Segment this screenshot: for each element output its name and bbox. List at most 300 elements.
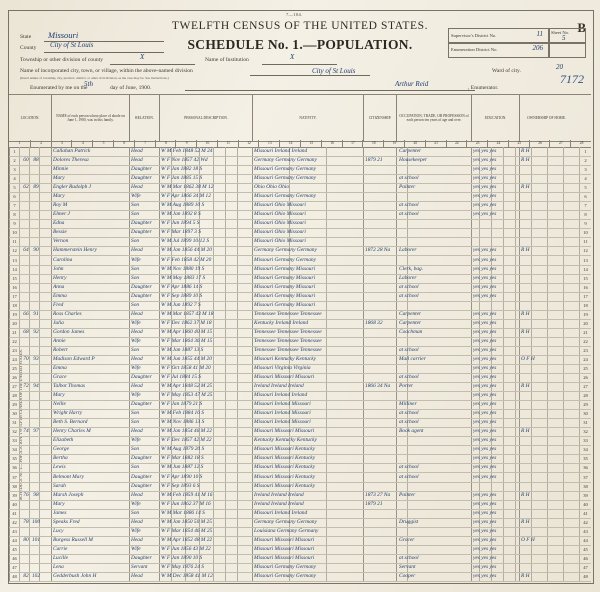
- cell-relation: Head: [131, 536, 143, 543]
- row-number: 38: [12, 483, 17, 489]
- row-number: 7: [13, 203, 16, 209]
- column-group-header: EDUCATION.: [471, 95, 519, 141]
- cell-relation: Wife: [131, 500, 141, 507]
- cell-nativity: Missouri Germany Missouri: [254, 265, 316, 272]
- cell-personal-description: W F Jan 1879 21 S: [161, 401, 203, 408]
- cell-personal-description: W M Nov 1886 13 S: [161, 419, 205, 426]
- cell-relation: Son: [131, 509, 140, 516]
- cell-occupation: Book agent: [399, 428, 424, 435]
- cell-personal-description: W M Jan 1856 44 M 20: [161, 247, 212, 254]
- cell-home-ownership: R H: [521, 148, 530, 154]
- cell-education: yes yes yes: [473, 175, 497, 182]
- row-number-right: 23: [583, 347, 588, 353]
- column-number: 2: [30, 140, 52, 147]
- cell-relation: Wife: [131, 319, 141, 326]
- cell-relation: Son: [131, 419, 140, 426]
- cell-education: yes yes yes: [473, 437, 497, 444]
- township-rule: [110, 64, 195, 65]
- cell-personal-description: W M Jun 1887 12 S: [161, 464, 204, 471]
- cell-occupation: Laborer: [399, 247, 417, 254]
- cell-education: yes yes yes: [473, 509, 497, 516]
- cell-home-ownership: R H: [521, 491, 530, 498]
- cell-relation: Wife: [131, 337, 141, 344]
- row-number-right: 37: [583, 474, 588, 480]
- row-number-right: 33: [583, 438, 588, 444]
- column-number: 1: [18, 141, 21, 145]
- supervisor-district-value: 11: [536, 30, 543, 38]
- cell-relation: Head: [131, 310, 143, 317]
- cell-occupation: at school: [399, 473, 419, 480]
- cell-nativity: Missouri Germany Germany: [254, 166, 316, 173]
- cell-nativity: Missouri Ohio Missouri: [254, 202, 306, 209]
- cell-nativity: Tennessee Tennessee Tennessee: [254, 328, 322, 335]
- cell-education: yes yes yes: [473, 545, 497, 552]
- form-number: 7—104.: [286, 12, 303, 17]
- incorporated-place-label: Name of incorporated city, town, or village, within the above-named division: [20, 68, 193, 74]
- column-number: 15: [300, 140, 322, 147]
- cell-name: Bessie: [53, 229, 67, 236]
- column-number: 23: [466, 140, 488, 147]
- cell-house-number: 62: [23, 184, 29, 191]
- cell-relation: Head: [131, 157, 143, 164]
- cell-nativity: Ohio Ohio Ohio: [254, 184, 290, 191]
- cell-nativity: Ireland Ireland Ireland: [254, 491, 304, 498]
- cell-personal-description: W F Jan 1890 10 S: [161, 554, 203, 561]
- cell-relation: Wife: [131, 545, 141, 552]
- row-number-right: 14: [583, 266, 588, 272]
- cell-name: Ross Charles: [53, 310, 82, 317]
- state-value: Missouri: [48, 30, 79, 40]
- cell-name: Annie: [53, 337, 66, 344]
- cell-relation: Head: [131, 383, 143, 390]
- cell-family-number: 89: [33, 184, 39, 191]
- cell-relation: Son: [131, 301, 140, 308]
- row-number-right: 26: [583, 375, 588, 381]
- cell-name: Nellie: [53, 401, 66, 408]
- row-number: 46: [12, 555, 17, 561]
- cell-family-number: 91: [33, 310, 39, 317]
- cell-education: yes yes yes: [473, 392, 497, 399]
- county-value: City of St Louis: [50, 41, 94, 49]
- cell-education: yes yes yes: [473, 536, 497, 543]
- cell-education: yes yes yes: [473, 518, 497, 525]
- cell-family-number: 97: [33, 428, 39, 435]
- cell-relation: Daughter: [131, 401, 152, 408]
- column-group-header: NATIVITY.: [252, 95, 363, 141]
- cell-education: yes yes yes: [473, 202, 497, 209]
- cell-occupation: Clerk, bag.: [399, 265, 424, 272]
- table-header-band: [9, 94, 591, 142]
- cell-education: yes yes yes: [473, 319, 497, 326]
- cell-education: yes yes yes: [473, 410, 497, 417]
- cell-education: yes yes yes: [473, 374, 497, 381]
- cell-nativity: Missouri Germany Missouri: [254, 274, 316, 281]
- cell-name: Julia: [53, 319, 64, 326]
- row-number-right: 34: [583, 447, 588, 453]
- row-number: 11: [12, 239, 17, 245]
- township-value: X: [140, 53, 145, 61]
- cell-name: Lucy: [53, 527, 64, 534]
- cell-family-number: 94: [33, 383, 39, 390]
- cell-nativity: Louisiana Germany Germany: [254, 527, 319, 534]
- cell-nativity: Missouri Germany Germany: [254, 563, 316, 570]
- cell-house-number: 64: [23, 247, 29, 254]
- row-number: 29: [12, 402, 17, 408]
- cell-education: yes yes yes: [473, 383, 497, 390]
- cell-house-number: 82: [23, 572, 29, 579]
- cell-house-number: 74: [23, 428, 29, 435]
- cell-nativity: Missouri Missouri Kentucky: [254, 446, 316, 453]
- row-number: 16: [12, 284, 17, 290]
- cell-occupation: Carpenter: [399, 148, 422, 154]
- cell-occupation: at school: [399, 410, 419, 417]
- cell-relation: Wife: [131, 193, 141, 200]
- enumerator-rule: [185, 90, 475, 91]
- cell-relation: Son: [131, 211, 140, 218]
- cell-name: Henry Charles M: [53, 428, 91, 435]
- cell-education: yes yes yes: [473, 554, 497, 561]
- column-number: 28: [570, 140, 592, 147]
- row-number: 37: [12, 474, 17, 480]
- row-number-right: 7: [584, 203, 587, 209]
- row-number-right: 32: [583, 429, 588, 435]
- cell-education: yes yes yes: [473, 211, 497, 218]
- cell-personal-description: W F Jun 1856 43 M 22: [161, 545, 211, 552]
- cell-occupation: at school: [399, 283, 419, 290]
- cell-nativity: Missouri Germany Germany: [254, 193, 316, 200]
- cell-personal-description: W M May 1883 17 S: [161, 274, 206, 281]
- cell-relation: Daughter: [131, 220, 152, 227]
- cell-name: Elmer J: [53, 211, 70, 218]
- institution-value: X: [290, 53, 295, 61]
- row-number-right: 8: [584, 212, 587, 218]
- cell-relation: Daughter: [131, 554, 152, 561]
- cell-education: yes yes yes: [473, 446, 497, 453]
- cell-education: yes yes yes: [473, 157, 497, 164]
- cell-name: Mary: [53, 175, 65, 182]
- cell-name: Grace: [53, 374, 67, 381]
- cell-education: yes yes yes: [473, 572, 497, 579]
- cell-house-number: 70: [23, 355, 29, 362]
- cell-nativity: Ireland Ireland Ireland: [254, 500, 304, 507]
- cell-nativity: Missouri Germany Germany: [254, 175, 316, 182]
- row-number-right: 44: [583, 537, 588, 543]
- column-number: 19: [383, 140, 405, 147]
- cell-family-number: 98: [33, 491, 39, 498]
- row-number-right: 42: [583, 519, 588, 525]
- enumeration-district-value: 206: [532, 44, 543, 52]
- document-title-line1: TWELFTH CENSUS OF THE UNITED STATES.: [171, 20, 429, 32]
- cell-home-ownership: O F H: [521, 536, 535, 543]
- cell-nativity: Tennessee Tennessee Tennessee: [254, 310, 322, 317]
- cell-relation: Daughter: [131, 374, 152, 381]
- column-number: 12: [238, 140, 260, 147]
- column-number: 22: [446, 140, 468, 147]
- cell-family-number: 101: [31, 536, 41, 543]
- cell-nativity: Missouri Missouri Missouri: [254, 536, 315, 543]
- cell-personal-description: W M Apr 1852 48 M 22: [161, 536, 213, 543]
- cell-personal-description: W M Mar 1857 43 M 18: [161, 310, 214, 317]
- row-number-right: 27: [583, 384, 588, 390]
- document-title-line2: SCHEDULE No. 1.—POPULATION.: [187, 37, 413, 52]
- cell-name: Edna: [53, 220, 65, 227]
- cell-personal-description: W F Jan 1882 18 S: [161, 166, 203, 173]
- cell-education: yes yes yes: [473, 256, 497, 263]
- cell-relation: Son: [131, 446, 140, 453]
- column-number: 14: [279, 140, 301, 147]
- cell-relation: Son: [131, 464, 140, 471]
- cell-occupation: Coachman: [399, 328, 423, 335]
- cell-personal-description: W F May 1876 24 S: [161, 563, 204, 570]
- cell-citizenship: 1873 27 Na: [365, 491, 391, 498]
- cell-education: yes yes yes: [473, 401, 497, 408]
- row-number-right: 45: [583, 546, 588, 552]
- cell-house-number: 72: [23, 383, 29, 390]
- cell-name: Lewis: [53, 464, 66, 471]
- row-number-right: 17: [583, 293, 588, 299]
- cell-name: James: [53, 509, 67, 516]
- cell-name: Callahan Patrick: [53, 148, 91, 154]
- row-number: 39: [12, 492, 17, 498]
- cell-personal-description: W M Jul 1899 10/12 S: [161, 238, 210, 245]
- cell-education: yes yes yes: [473, 473, 497, 480]
- enumerated-rest: day of June, 1900.: [110, 85, 152, 91]
- cell-education: yes yes yes: [473, 365, 497, 371]
- cell-personal-description: W F Nov 1857 42 Wd: [161, 157, 208, 164]
- enumerated-label: Enumerated by me on the: [30, 85, 88, 91]
- cell-occupation: Cooper: [399, 572, 416, 579]
- cell-education: yes yes yes: [473, 148, 497, 154]
- cell-personal-description: W F Jun 1862 37 M 16: [161, 500, 211, 507]
- row-number-right: 16: [583, 284, 588, 290]
- page-letter: B: [577, 20, 586, 35]
- cell-relation: Head: [131, 572, 143, 579]
- cell-education: yes yes yes: [473, 428, 497, 435]
- column-group-header: RELATION.: [129, 95, 159, 141]
- row-number: 17: [12, 293, 17, 299]
- cell-home-ownership: O F H: [521, 355, 535, 362]
- cell-name: Vernon: [53, 238, 69, 245]
- cell-occupation: Grocer: [399, 536, 415, 543]
- column-number: 25: [508, 140, 530, 147]
- cell-home-ownership: R H: [521, 184, 530, 191]
- column-group-header: CITIZENSHIP.: [363, 95, 396, 141]
- cell-personal-description: W F Mar 1882 18 S: [161, 455, 204, 462]
- cell-relation: Head: [131, 355, 143, 362]
- institution-rule: [262, 64, 337, 65]
- cell-family-number: 90: [33, 247, 39, 254]
- cell-nativity: Missouri Ireland Ireland: [254, 509, 308, 516]
- cell-name: Henry: [53, 274, 67, 281]
- cell-name: Beth S. Bernard: [53, 419, 88, 426]
- cell-nativity: Germany Germany Germany: [254, 247, 317, 254]
- enumerator-signature: Arthur Reid: [395, 80, 429, 88]
- column-number: 13: [258, 140, 280, 147]
- cell-house-number: 66: [23, 310, 29, 317]
- cell-name: Mary: [53, 500, 65, 507]
- row-number: 26: [12, 375, 17, 381]
- cell-home-ownership: R H: [521, 328, 530, 335]
- cell-education: yes yes yes: [473, 265, 497, 272]
- cell-occupation: Milliner: [399, 401, 417, 408]
- cell-education: yes yes yes: [473, 166, 497, 173]
- cell-home-ownership: R H: [521, 428, 530, 435]
- page-number-handwritten: 7172: [560, 72, 584, 86]
- cell-occupation: Servant: [399, 563, 416, 570]
- cell-name: Fred: [53, 301, 64, 308]
- table-row[interactable]: [9, 572, 591, 582]
- cell-personal-description: W F Dec 1857 42 M 22: [161, 437, 212, 444]
- cell-relation: Wife: [131, 392, 141, 399]
- row-number: 1: [13, 149, 16, 154]
- column-number: 10: [196, 140, 218, 147]
- cell-name: Emma: [53, 292, 67, 299]
- cell-name: Talbot Thomas: [53, 383, 86, 390]
- cell-education: yes yes yes: [473, 527, 497, 534]
- row-number-right: 13: [583, 257, 588, 263]
- cell-home-ownership: R H: [521, 518, 530, 525]
- ward-value: 20: [556, 63, 563, 71]
- cell-education: yes yes yes: [473, 563, 497, 570]
- cell-education: yes yes yes: [473, 292, 497, 299]
- cell-relation: Son: [131, 274, 140, 281]
- cell-nativity: Missouri Germany Germany: [254, 572, 316, 579]
- cell-personal-description: W M Jun 1855 44 M 20: [161, 355, 212, 362]
- cell-name: Carolina: [53, 256, 73, 263]
- cell-nativity: Missouri Missouri Kentucky: [254, 473, 316, 480]
- cell-occupation: Carpenter: [399, 310, 422, 317]
- column-number: 9: [175, 140, 197, 147]
- cell-nativity: Missouri Ohio Missouri: [254, 220, 306, 227]
- cell-family-number: 102: [31, 572, 41, 579]
- cell-occupation: at school: [399, 292, 419, 299]
- row-number: 48: [12, 573, 17, 579]
- cell-home-ownership: R H: [521, 247, 530, 254]
- cell-home-ownership: R H: [521, 572, 530, 579]
- cell-personal-description: W F Jun 1894 5 S: [161, 220, 200, 227]
- cell-occupation: Porter: [399, 383, 414, 390]
- cell-name: Carrie: [53, 545, 68, 552]
- column-number: 24: [487, 140, 509, 147]
- cell-citizenship: 1866 34 Na: [365, 383, 391, 390]
- cell-education: yes yes yes: [473, 328, 497, 335]
- cell-nativity: Missouri Ireland Missouri: [254, 419, 311, 426]
- ward-box: [548, 42, 586, 58]
- row-number: 20: [12, 320, 17, 326]
- cell-relation: Son: [131, 238, 140, 245]
- row-number-right: 4: [584, 176, 587, 182]
- cell-name: Emma: [53, 365, 67, 371]
- row-number: 30: [12, 411, 17, 417]
- row-number-right: 19: [583, 311, 588, 317]
- cell-nativity: Missouri Missouri Missouri: [254, 374, 315, 381]
- row-number-right: 36: [583, 465, 588, 471]
- cell-personal-description: W M Mar 1862 38 M 12: [161, 184, 214, 191]
- cell-education: yes yes yes: [473, 464, 497, 471]
- cell-personal-description: W M Feb 1884 16 S: [161, 410, 204, 417]
- cell-relation: Head: [131, 247, 143, 254]
- row-number: 18: [12, 302, 17, 308]
- cell-occupation: at school: [399, 554, 419, 561]
- cell-relation: Son: [131, 346, 140, 353]
- row-number: 22: [12, 338, 17, 344]
- county-rule: [44, 52, 164, 53]
- cell-citizenship: 1872 28 Na: [365, 247, 391, 254]
- cell-occupation: Painter: [399, 491, 416, 498]
- cell-name: John: [53, 265, 64, 272]
- row-number-right: 12: [583, 248, 588, 254]
- cell-education: yes yes yes: [473, 491, 497, 498]
- cell-education: yes yes yes: [473, 310, 497, 317]
- cell-name: Gordon James: [53, 328, 85, 335]
- row-number-right: 29: [583, 402, 588, 408]
- cell-name: Sarah: [53, 482, 66, 489]
- row-number: 8: [13, 212, 16, 218]
- cell-name: Anna: [53, 283, 65, 290]
- cell-relation: Wife: [131, 527, 141, 534]
- cell-nativity: Missouri Virginia Virginia: [254, 365, 311, 371]
- cell-relation: Head: [131, 491, 143, 498]
- column-number: 7: [134, 140, 156, 147]
- cell-personal-description: W M Apr 1848 52 M 25: [161, 383, 213, 390]
- cell-occupation: at school: [399, 346, 419, 353]
- cell-nativity: Missouri Germany Missouri: [254, 292, 316, 299]
- row-number: 23: [12, 347, 17, 353]
- cell-family-number: 92: [33, 328, 39, 335]
- row-number: 27: [12, 384, 17, 390]
- row-number-right: 43: [583, 528, 588, 534]
- row-number-right: 10: [583, 230, 588, 236]
- cell-personal-description: W F Apr 1886 14 S: [161, 283, 203, 290]
- cell-occupation: at school: [399, 202, 419, 209]
- row-number: 10: [12, 230, 17, 236]
- cell-personal-description: W F Sep 1893 6 S: [161, 482, 200, 489]
- cell-relation: Son: [131, 265, 140, 272]
- row-number: 13: [12, 257, 17, 263]
- row-number-right: 20: [583, 320, 588, 326]
- column-number: 11: [217, 140, 239, 147]
- row-number-right: 6: [584, 194, 587, 200]
- cell-nativity: Missouri Ohio Missouri: [254, 211, 306, 218]
- column-number: 26: [529, 140, 551, 147]
- cell-relation: Daughter: [131, 292, 152, 299]
- cell-relation: Head: [131, 518, 143, 525]
- cell-relation: Wife: [131, 256, 141, 263]
- cell-education: yes yes yes: [473, 337, 497, 344]
- cell-nativity: Missouri Missouri Missouri: [254, 554, 315, 561]
- cell-relation: Son: [131, 410, 140, 417]
- left-margin-text: SCHEDULE No. 1.—POPULATION. TWELFTH CENSUS OF THE UNITED STATES.: [18, 349, 23, 500]
- cell-personal-description: W M Aug 1889 10 S: [161, 202, 205, 209]
- cell-relation: Head: [131, 328, 143, 335]
- cell-house-number: 68: [23, 328, 29, 335]
- row-number-right: 1: [584, 149, 587, 154]
- column-number: 21: [425, 140, 447, 147]
- cell-personal-description: W F Apr 1890 10 S: [161, 473, 203, 480]
- cell-personal-description: W F Mar 1854 46 M 25: [161, 527, 213, 534]
- cell-name: Speaks Fred: [53, 518, 80, 525]
- enumeration-district-box: [448, 42, 550, 58]
- cell-personal-description: W M Jan 1850 50 M 25: [161, 518, 212, 525]
- cell-relation: Daughter: [131, 482, 152, 489]
- row-number: 21: [12, 329, 17, 335]
- cell-education: yes yes yes: [473, 274, 497, 281]
- cell-occupation: Housekeeper: [399, 157, 428, 164]
- cell-name: Dolores Theresa: [53, 157, 89, 164]
- cell-relation: Head: [131, 148, 143, 154]
- row-number: 19: [12, 311, 17, 317]
- cell-personal-description: W M Jan 1892 8 S: [161, 211, 201, 218]
